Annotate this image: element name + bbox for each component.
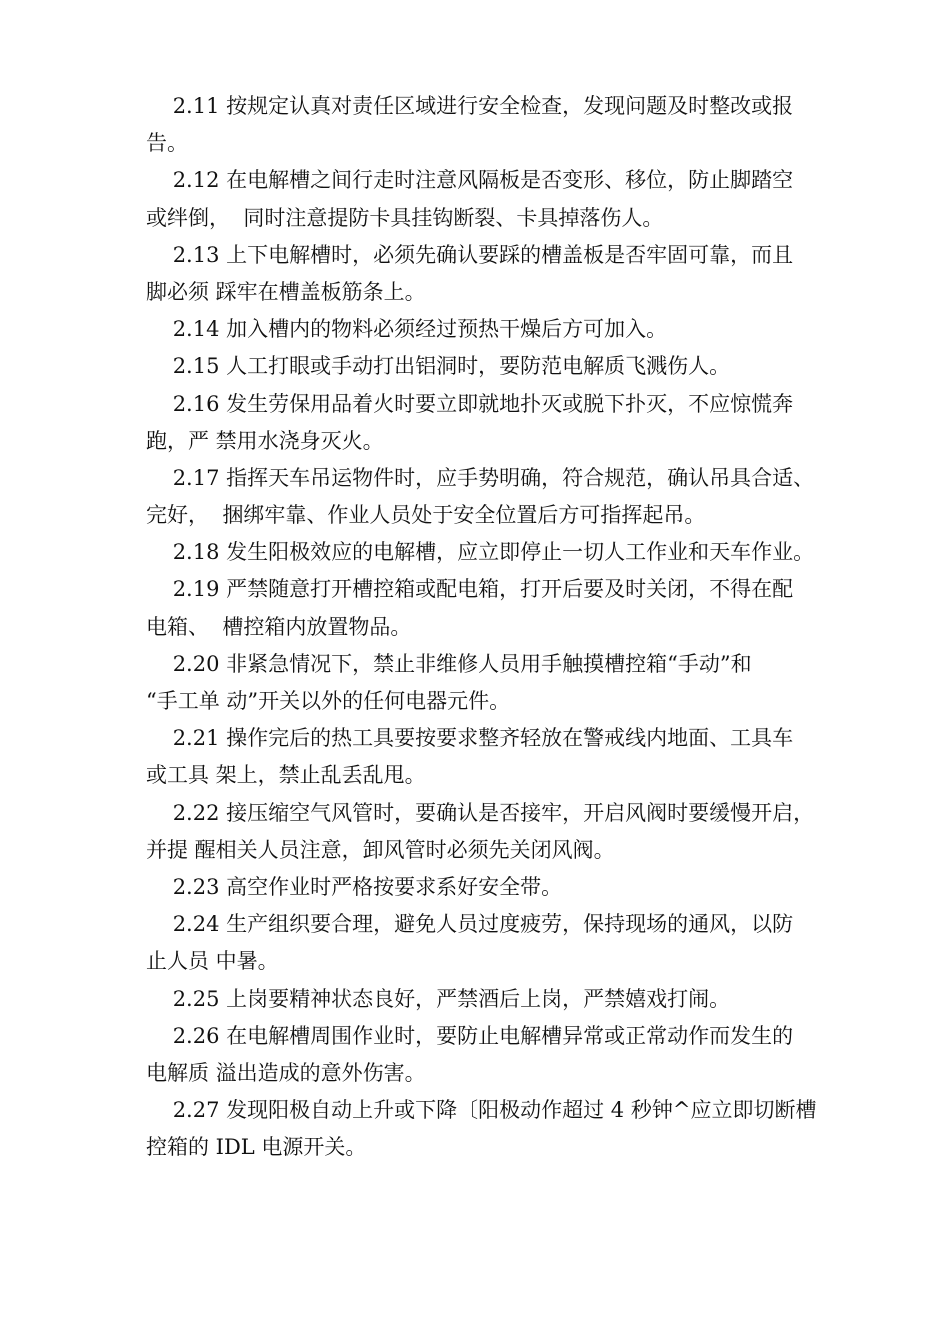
paragraph-line: 2.18 发生阳极效应的电解槽，应立即停止一切人工作业和天车作业。	[146, 540, 815, 565]
rule-paragraph	[146, 1018, 866, 1092]
paragraph-line: 2.19 严禁随意打开槽控箱或配电箱，打开后要及时关闭，不得在配	[146, 577, 794, 602]
document-body	[146, 88, 866, 1166]
rule-paragraph	[146, 460, 866, 534]
paragraph-line: 2.23 高空作业时严格按要求系好安全带。	[146, 874, 563, 899]
rule-paragraph	[146, 981, 866, 1018]
paragraph-line: 2.27 发现阳极自动上升或下降〔阳极动作超过 4 秒钟^应立即切断槽	[146, 1098, 817, 1123]
rule-paragraph	[146, 88, 866, 162]
rule-paragraph	[146, 348, 866, 385]
paragraph-line: 止人员 中暑。	[146, 949, 279, 974]
rule-paragraph	[146, 162, 866, 236]
rule-paragraph	[146, 906, 866, 980]
rule-paragraph	[146, 646, 866, 720]
rule-paragraph	[146, 571, 866, 645]
paragraph-line: 2.24 生产组织要合理，避免人员过度疲劳，保持现场的通风，以防	[146, 912, 794, 937]
paragraph-line: 跑，严 禁用水浇身灭火。	[146, 428, 384, 453]
paragraph-line: 或工具 架上，禁止乱丢乱甩。	[146, 763, 426, 788]
paragraph-line: 并提 醒相关人员注意，卸风管时必须先关闭风阀。	[146, 837, 615, 862]
rule-paragraph	[146, 311, 866, 348]
paragraph-line: 完好， 捆绑牢靠、作业人员处于安全位置后方可指挥起吊。	[146, 503, 706, 528]
paragraph-line: 或绊倒， 同时注意提防卡具挂钩断裂、卡具掉落伤人。	[146, 205, 664, 230]
paragraph-line: “手工单 动”开关以外的任何电器元件。	[146, 689, 511, 713]
paragraph-line: 2.17 指挥天车吊运物件时，应手势明确，符合规范，确认吊具合适、	[146, 465, 815, 490]
rule-paragraph	[146, 720, 866, 794]
paragraph-line: 2.21 操作完后的热工具要按要求整齐轻放在警戒线内地面、工具车	[146, 726, 794, 751]
paragraph-line: 2.14 加入槽内的物料必须经过预热干燥后方可加入。	[146, 317, 668, 342]
paragraph-line: 电箱、 槽控箱内放置物品。	[146, 614, 412, 639]
paragraph-line: 2.25 上岗要精神状态良好，严禁酒后上岗，严禁嬉戏打闹。	[146, 986, 731, 1011]
paragraph-line: 2.26 在电解槽周围作业时，要防止电解槽异常或正常动作而发生的	[146, 1023, 794, 1048]
rule-paragraph	[146, 1092, 866, 1166]
rule-paragraph	[146, 795, 866, 869]
rule-paragraph	[146, 386, 866, 460]
paragraph-line: 控箱的 IDL 电源开关。	[146, 1135, 367, 1160]
paragraph-line: 告。	[146, 131, 188, 156]
paragraph-line: 2.13 上下电解槽时，必须先确认要踩的槽盖板是否牢固可靠，而且	[146, 242, 794, 267]
paragraph-line: 2.16 发生劳保用品着火时要立即就地扑灭或脱下扑灭，不应惊慌奔	[146, 391, 794, 416]
paragraph-line: 2.20 非紧急情况下，禁止非维修人员用手触摸槽控箱“手动”和	[146, 651, 752, 676]
paragraph-line: 2.22 接压缩空气风管时，要确认是否接牢，开启风阀时要缓慢开启，	[146, 800, 815, 825]
paragraph-line: 电解质 溢出造成的意外伤害。	[146, 1060, 426, 1085]
rule-paragraph	[146, 237, 866, 311]
paragraph-line: 2.15 人工打眼或手动打出铝洞时，要防范电解质飞溅伤人。	[146, 354, 731, 379]
paragraph-line: 2.11 按规定认真对责任区域进行安全检查，发现问题及时整改或报	[146, 94, 794, 118]
rule-paragraph	[146, 869, 866, 906]
paragraph-line: 2.12 在电解槽之间行走时注意风隔板是否变形、移位，防止脚踏空	[146, 168, 794, 193]
paragraph-line: 脚必须 踩牢在槽盖板筋条上。	[146, 279, 426, 304]
rule-paragraph	[146, 534, 866, 571]
